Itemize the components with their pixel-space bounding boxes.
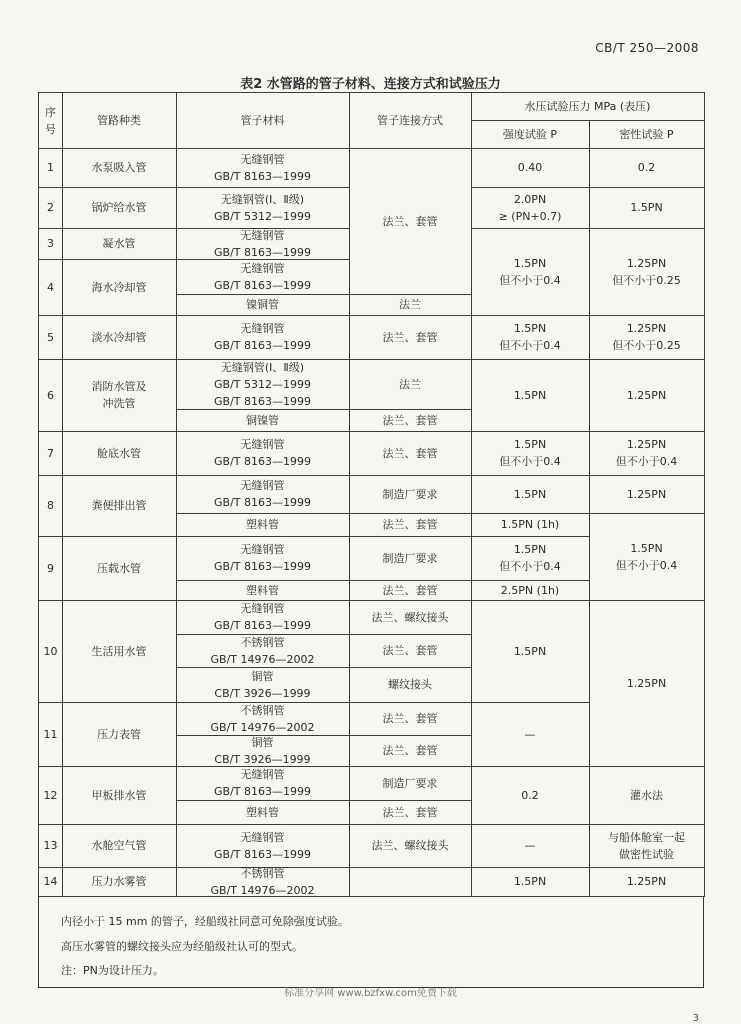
material-cell: 无缝钢管 GB/T 8163—1999 bbox=[176, 766, 350, 801]
material-cell: 无缝钢管 GB/T 8163—1999 bbox=[176, 536, 350, 581]
material-cell: 铜管 CB/T 3926—1999 bbox=[176, 667, 350, 703]
connection-cell: 法兰、套管 bbox=[349, 735, 472, 767]
pipe-type-cell: 锅炉给水管 bbox=[62, 187, 177, 229]
material-cell: 塑料管 bbox=[176, 580, 350, 601]
row-number-cell: 9 bbox=[38, 536, 63, 601]
connection-cell: 螺纹接头 bbox=[349, 667, 472, 703]
connection-cell: 法兰、螺纹接头 bbox=[349, 824, 472, 868]
material-cell: 不锈钢管 GB/T 14976—2002 bbox=[176, 702, 350, 736]
page-number: 3 bbox=[692, 1013, 699, 1024]
row-number-cell: 11 bbox=[38, 702, 63, 767]
connection-cell: 制造厂要求 bbox=[349, 475, 472, 514]
note-inner-diameter: 内径小于 15 mm 的管子，经船级社同意可免除强度试验。 bbox=[61, 915, 349, 928]
row-number-cell: 14 bbox=[38, 867, 63, 897]
pipe-type-cell: 压力表管 bbox=[62, 702, 177, 767]
connection-cell: 制造厂要求 bbox=[349, 536, 472, 581]
pipe-type-cell: 水泵吸入管 bbox=[62, 148, 177, 188]
strength-test-cell: 1.5PN 但不小于0.4 bbox=[471, 228, 590, 316]
pipe-type-cell: 凝水管 bbox=[62, 228, 177, 260]
pipe-type-cell: 淡水冷却管 bbox=[62, 315, 177, 360]
connection-cell: 法兰、套管 bbox=[349, 513, 472, 537]
material-cell: 无缝钢管(Ⅰ、Ⅱ级) GB/T 5312—1999 GB/T 8163—1999 bbox=[176, 359, 350, 410]
pipe-type-cell: 舱底水管 bbox=[62, 431, 177, 476]
tightness-test-cell: 1.25PN bbox=[589, 600, 705, 767]
material-cell: 无缝钢管 GB/T 8163—1999 bbox=[176, 315, 350, 360]
standard-code: CB/T 250—2008 bbox=[595, 41, 699, 55]
strength-test-cell: 1.5PN bbox=[471, 359, 590, 432]
material-cell: 无缝钢管(Ⅰ、Ⅱ级) GB/T 5312—1999 bbox=[176, 187, 350, 229]
strength-test-cell: 0.40 bbox=[471, 148, 590, 188]
connection-cell: 法兰、套管 bbox=[349, 800, 472, 825]
pipe-type-cell: 压载水管 bbox=[62, 536, 177, 601]
connection-cell: 法兰、套管 bbox=[349, 409, 472, 432]
table-notes bbox=[38, 896, 704, 988]
tightness-test-cell: 灌水法 bbox=[589, 766, 705, 825]
tightness-test-cell: 1.25PN bbox=[589, 475, 705, 514]
material-cell: 无缝钢管 GB/T 8163—1999 bbox=[176, 431, 350, 476]
pipe-type-cell: 生活用水管 bbox=[62, 600, 177, 703]
strength-test-cell: 1.5PN (1h) bbox=[471, 513, 590, 537]
material-cell: 不锈钢管 GB/T 14976—2002 bbox=[176, 634, 350, 668]
strength-test-cell: — bbox=[471, 702, 590, 767]
tightness-test-cell: 1.25PN 但不小于0.25 bbox=[589, 228, 705, 316]
row-number-cell: 10 bbox=[38, 600, 63, 703]
connection-cell: 法兰、套管 bbox=[349, 148, 472, 295]
row-number-cell: 8 bbox=[38, 475, 63, 537]
strength-test-cell: 1.5PN bbox=[471, 600, 590, 703]
strength-test-cell: 2.0PN ≥ (PN+0.7) bbox=[471, 187, 590, 229]
row-number-cell: 7 bbox=[38, 431, 63, 476]
material-cell: 铜管 CB/T 3926—1999 bbox=[176, 735, 350, 767]
table-title: 表2 水管路的管子材料、连接方式和试验压力 bbox=[240, 77, 501, 92]
pipe-type-cell: 粪便排出管 bbox=[62, 475, 177, 537]
material-cell: 铜镍管 bbox=[176, 409, 350, 432]
tightness-test-cell: 1.5PN bbox=[589, 187, 705, 229]
connection-cell: 法兰、套管 bbox=[349, 634, 472, 668]
material-cell: 无缝钢管 GB/T 8163—1999 bbox=[176, 600, 350, 635]
tightness-test-cell: 1.25PN bbox=[589, 359, 705, 432]
material-cell: 塑料管 bbox=[176, 513, 350, 537]
strength-test-cell: 0.2 bbox=[471, 766, 590, 825]
strength-test-cell: 1.5PN bbox=[471, 475, 590, 514]
tightness-test-cell: 与船体舱室一起 做密性试验 bbox=[589, 824, 705, 868]
header-pressure-group-cell: 水压试验压力 MPa (表压) bbox=[471, 92, 705, 121]
note-pn-definition: 注：PN为设计压力。 bbox=[61, 964, 164, 977]
row-number-cell: 2 bbox=[38, 187, 63, 229]
material-cell: 镍铜管 bbox=[176, 294, 350, 316]
strength-test-cell: 1.5PN 但不小于0.4 bbox=[471, 315, 590, 360]
material-cell: 无缝钢管 GB/T 8163—1999 bbox=[176, 148, 350, 188]
tightness-test-cell: 1.5PN 但不小于0.4 bbox=[589, 513, 705, 601]
pipe-type-cell: 压力水雾管 bbox=[62, 867, 177, 897]
material-cell: 无缝钢管 GB/T 8163—1999 bbox=[176, 475, 350, 514]
pipe-type-cell: 水舱空气管 bbox=[62, 824, 177, 868]
pipe-type-cell: 海水冷却管 bbox=[62, 259, 177, 316]
tightness-test-cell: 1.25PN 但不小于0.4 bbox=[589, 431, 705, 476]
row-number-cell: 1 bbox=[38, 148, 63, 188]
pipe-type-cell: 甲板排水管 bbox=[62, 766, 177, 825]
strength-test-cell: 1.5PN 但不小于0.4 bbox=[471, 431, 590, 476]
strength-test-cell: 2.5PN (1h) bbox=[471, 580, 590, 601]
material-cell: 塑料管 bbox=[176, 800, 350, 825]
connection-cell: 法兰、套管 bbox=[349, 315, 472, 360]
connection-cell: 法兰、螺纹接头 bbox=[349, 600, 472, 635]
tightness-test-cell: 1.25PN bbox=[589, 867, 705, 897]
strength-test-cell: — bbox=[471, 824, 590, 868]
row-number-cell: 12 bbox=[38, 766, 63, 825]
connection-cell: 制造厂要求 bbox=[349, 766, 472, 801]
tightness-test-cell: 1.25PN 但不小于0.25 bbox=[589, 315, 705, 360]
header-connection-cell: 管子连接方式 bbox=[349, 92, 472, 149]
material-cell: 无缝钢管 GB/T 8163—1999 bbox=[176, 259, 350, 295]
connection-cell: 法兰、套管 bbox=[349, 702, 472, 736]
row-number-cell: 4 bbox=[38, 259, 63, 316]
footer-watermark: 标准分享网 www.bzfxw.com免费下载 bbox=[284, 988, 457, 999]
connection-cell bbox=[349, 867, 472, 897]
strength-test-cell: 1.5PN 但不小于0.4 bbox=[471, 536, 590, 581]
header-pipe-type-cell: 管路种类 bbox=[62, 92, 177, 149]
row-number-cell: 6 bbox=[38, 359, 63, 432]
row-number-cell: 13 bbox=[38, 824, 63, 868]
row-number-cell: 5 bbox=[38, 315, 63, 360]
header-tightness-cell: 密性试验 P bbox=[589, 120, 705, 149]
note-thread-joint: 高压水雾管的螺纹接头应为经船级社认可的型式。 bbox=[61, 940, 303, 953]
pipe-type-cell: 消防水管及 冲洗管 bbox=[62, 359, 177, 432]
material-cell: 无缝钢管 GB/T 8163—1999 bbox=[176, 824, 350, 868]
row-number-cell: 3 bbox=[38, 228, 63, 260]
header-strength-cell: 强度试验 P bbox=[471, 120, 590, 149]
header-no-cell: 序 号 bbox=[38, 92, 63, 149]
connection-cell: 法兰、套管 bbox=[349, 431, 472, 476]
material-cell: 不锈钢管 GB/T 14976—2002 bbox=[176, 867, 350, 897]
header-material-cell: 管子材料 bbox=[176, 92, 350, 149]
material-cell: 无缝钢管 GB/T 8163—1999 bbox=[176, 228, 350, 260]
connection-cell: 法兰 bbox=[349, 359, 472, 410]
strength-test-cell: 1.5PN bbox=[471, 867, 590, 897]
connection-cell: 法兰 bbox=[349, 294, 472, 316]
tightness-test-cell: 0.2 bbox=[589, 148, 705, 188]
connection-cell: 法兰、套管 bbox=[349, 580, 472, 601]
